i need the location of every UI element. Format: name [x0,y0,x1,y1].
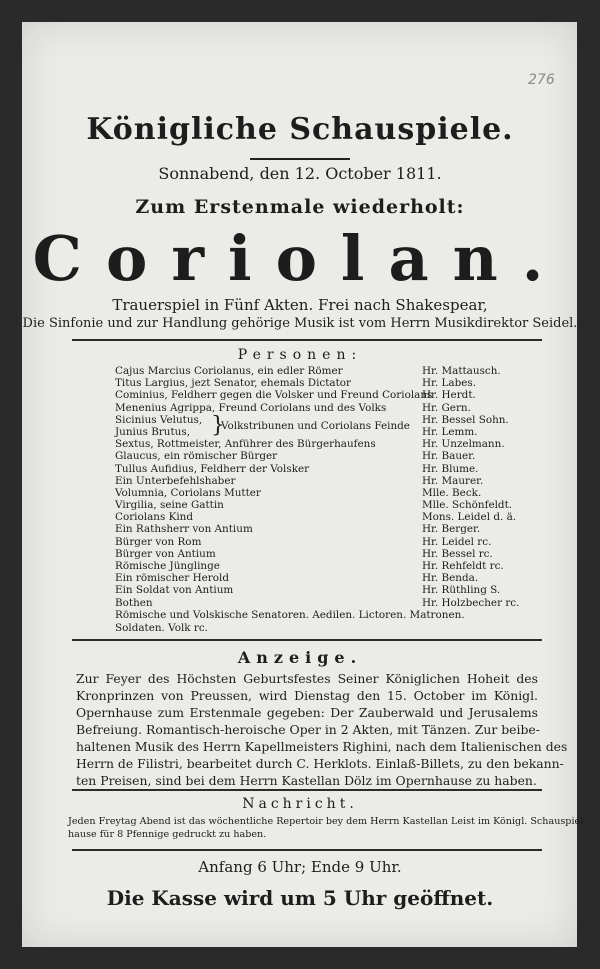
cast-role: Virgilia, seine Gattin [115,499,224,512]
cast-row [115,426,545,438]
announcement-heading: Anzeige. [237,648,363,667]
announcement-line: Herrn de Filistri, bearbeitet durch C. Herklots. Einlaß-Billets, zu den bekann- [76,756,564,771]
cast-actor: Hr. Blume. [422,462,479,475]
music-credit: Die Sinfonie und zur Handlung gehörige Musik ist vom Herrn Musikdirektor Seidel. [22,316,578,331]
cast-row [115,597,545,609]
announcement-line: Opernhause zum Erstenmale gegeben: Der Zauberwald und Jerusalems [76,705,538,720]
cast-actor: Mlle. Beck. [422,486,482,499]
cast-actor: Hr. Holzbecher rc. [422,596,520,609]
announcement-line: haltenen Musik des Herrn Kapellmeisters Righini, nach dem Italienischen des [76,739,568,754]
cast-actor: Hr. Leidel rc. [422,535,492,548]
cast-actor: Hr. Herdt. [422,389,476,402]
cast-row [115,475,545,487]
cast-role: Bürger von Antium [115,547,216,560]
cast-role: Junius Brutus, [115,425,190,438]
cast-actor: Hr. Labes. [422,377,477,390]
announcement-line: Kronprinzen von Preussen, wird Dienstag den 15. October im Königl. [76,688,538,703]
show-times: Anfang 6 Uhr; Ende 9 Uhr. [198,858,402,876]
cast-actor: Mlle. Schönfeldt. [422,499,513,512]
cast-actor: Hr. Bessel rc. [422,547,493,560]
cast-role: Cajus Marcius Coriolanus, ein edler Römer [115,365,343,377]
announcement-line: ten Preisen, sind bei dem Herrn Kastellan Dölz im Opernhause zu haben. [76,773,537,788]
cast-actor: Hr. Lemm. [422,425,478,438]
cast-role: Volumnia, Coriolans Mutter [115,486,261,499]
cast-role: Titus Largius, jezt Senator, ehemals Dictator [115,377,352,390]
cast-actor: Mons. Leidel d. ä. [422,511,517,524]
cast-actor: Hr. Bauer. [422,450,476,463]
cast-row [115,548,545,560]
cast-row [115,584,545,596]
cast-role: Sicinius Velutus, [115,413,203,426]
announcement-line: Zur Feyer des Höchsten Geburtsfestes Seiner Königlichen Hoheit des [76,671,538,686]
cast-row [115,523,545,535]
cast-role: Coriolans Kind [115,511,194,524]
cast-role: Bürger von Rom [115,535,202,548]
cast-row [115,377,545,389]
cast-role: Tullus Aufidius, Feldherr der Volsker [115,462,310,475]
repeat-notice: Zum Erstenmale wiederholt: [135,196,465,218]
cast-row [115,536,545,548]
cast-row [115,560,545,572]
cast-row [115,389,545,401]
cast-row [115,487,545,499]
performance-date: Sonnabend, den 12. October 1811. [158,164,442,183]
cast-role: Ein römischer Herold [115,572,229,585]
play-title: Coriolan. [32,222,568,295]
cast-role: Ein Soldat von Antium [115,584,234,597]
cast-actor: Hr. Unzelmann. [422,438,505,451]
cast-actor: Hr. Bessel Sohn. [422,413,509,426]
cast-actor: Hr. Maurer. [422,474,484,487]
cast-role: Cominius, Feldherr gegen die Volsker und Freund Coriolans [115,389,433,402]
cast-actor: Hr. Gern. [422,401,471,414]
section-divider [72,849,542,851]
section-divider [72,639,542,641]
notice-line: hause für 8 Pfennige gedruckt zu haben. [68,829,267,840]
cast-role: Ein Unterbefehlshaber [115,474,236,487]
box-office-opening: Die Kasse wird um 5 Uhr geöffnet. [106,886,494,910]
cast-list [115,365,545,609]
cast-row [115,438,545,450]
cast-heading: Personen: [237,347,363,363]
cast-actor: Hr. Benda. [422,572,479,585]
cast-role: Römische Jünglinge [115,560,220,572]
cast-row [115,511,545,523]
brace-glyph: } [211,412,225,438]
cast-role: Ein Rathsherr von Antium [115,523,253,536]
cast-actor: Hr. Rüthling S. [422,584,501,597]
title-divider [250,158,350,160]
cast-role: Bothen [115,596,153,609]
section-divider [72,789,542,791]
theatre-title: Königliche Schauspiele. [86,112,514,147]
section-divider [72,339,542,341]
cast-actor: Hr. Berger. [422,523,481,536]
notice-line: Jeden Freytag Abend ist das wöchentliche Repertoir bey dem Herrn Kastellan Leist im Königl. Schauspiel- [68,816,587,827]
cast-actor: Hr. Mattausch. [422,365,501,377]
cast-role: Menenius Agrippa, Freund Coriolans und des Volks [115,401,387,414]
cast-row [115,572,545,584]
tribune-label: Volkstribunen und Coriolans Feinde [221,419,410,432]
notice-heading: Nachricht. [242,796,358,812]
play-genre: Trauerspiel in Fünf Akten. Frei nach Shakespear, [112,296,488,314]
cast-role: Sextus, Rottmeister, Anführer des Bürgerhaufens [115,438,376,451]
announcement-line: Befreiung. Romantisch-heroische Oper in 2 Akten, mit Tänzen. Zur beibe- [76,722,540,737]
cast-footer-soldiers: Soldaten. Volk rc. [115,622,208,634]
cast-role: Glaucus, ein römischer Bürger [115,450,278,463]
cast-row [115,365,545,377]
cast-row [115,402,545,414]
pencil-annotation: 276 [528,72,555,88]
cast-row [115,499,545,511]
notice-text [68,815,587,841]
cast-actor: Hr. Rehfeldt rc. [422,560,504,572]
cast-row [115,450,545,462]
announcement-text [76,670,568,789]
cast-row [115,463,545,475]
cast-footer-senators: Römische und Volskische Senatoren. Aedilen. Lictoren. Matronen. [115,609,465,621]
